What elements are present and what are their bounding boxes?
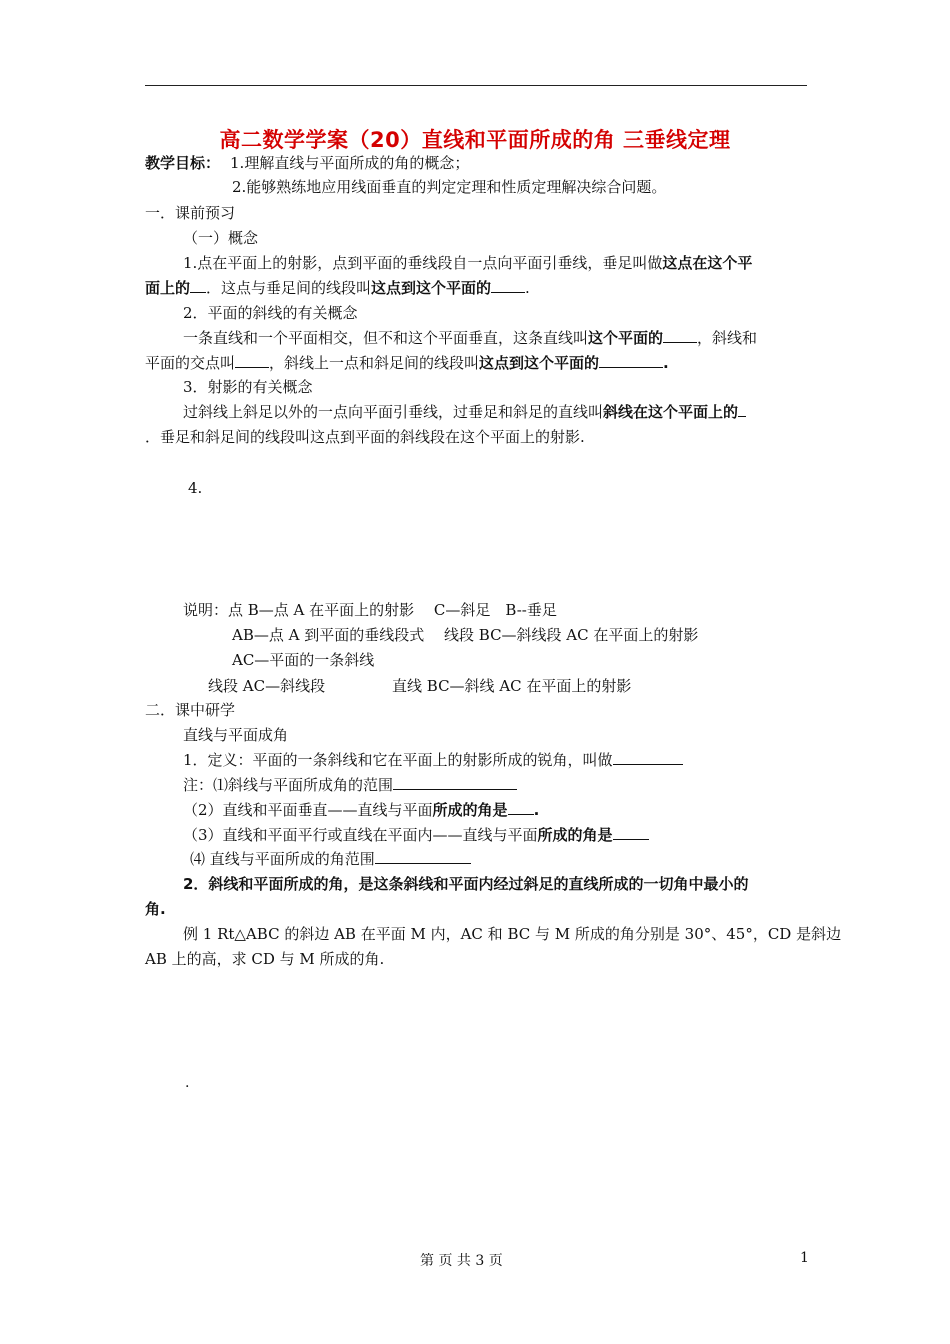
concept-3-line-a <box>183 402 746 422</box>
note-angle-range-line <box>190 849 471 869</box>
theorem-line-b: 角. <box>145 900 166 918</box>
note-line-4a: 线段 AC—斜线段 <box>208 677 326 695</box>
section-2-sub: 直线与平面成角 <box>183 726 289 744</box>
concept-4-number: 4. <box>188 479 203 497</box>
blank <box>663 328 697 343</box>
concept-3-line-b: ．垂足和斜足间的线段叫这点到平面的斜线段在这个平面上的射影. <box>145 428 585 446</box>
stray-dot: . <box>185 1075 190 1091</box>
concept-1-mid: ．这点与垂足间的线段叫 <box>206 279 372 297</box>
note-perp-bold: 所成的角是 <box>432 801 508 819</box>
concept-2-line-a <box>183 328 757 348</box>
concept-2-bold: 这个平面的 <box>588 329 664 347</box>
note-range-text: 注：⑴斜线与平面所成角的范围 <box>183 776 394 794</box>
blank <box>393 775 517 790</box>
concept-2-text-2: 平面的交点叫 <box>145 354 236 372</box>
goals-line-1 <box>145 153 469 173</box>
goal-2: 2.能够熟练地应用线面垂直的判定定理和性质定理解决综合问题。 <box>232 178 667 196</box>
definition-text: 1．定义：平面的一条斜线和它在平面上的射影所成的锐角，叫做 <box>183 751 613 769</box>
blank <box>235 353 269 368</box>
concept-1-line-b <box>145 278 530 298</box>
concept-3-bold: 斜线在这个平面上的 <box>603 403 739 421</box>
footer-page-info: 第 页 共 3 页 <box>420 1253 503 1269</box>
note-perp-text: （2）直线和平面垂直——直线与平面 <box>183 801 433 819</box>
section-1-sub: （一）概念 <box>183 229 259 247</box>
concept-2-mid: ，斜线上一点和斜足间的线段叫 <box>269 354 480 372</box>
blank <box>738 402 746 417</box>
blank <box>613 825 649 840</box>
concept-1-bold: 这点在这个平 <box>662 254 753 272</box>
note-range-line <box>183 775 517 795</box>
concept-1-line-a <box>183 253 752 273</box>
blank <box>508 800 534 815</box>
note-line-2: AB—点 A 到平面的垂线段式 线段 BC—斜线段 AC 在平面上的射影 <box>232 626 699 644</box>
concept-2-line-b <box>145 353 669 373</box>
example-line-2: AB 上的高，求 CD 与 M 所成的角. <box>145 950 385 968</box>
note-line-4b: 直线 BC—斜线 AC 在平面上的射影 <box>392 677 632 695</box>
page-title: 高二数学学案（20）直线和平面所成的角 三垂线定理 <box>219 128 731 152</box>
example-line-1: 例 1 Rt△ABC 的斜边 AB 在平面 M 内，AC 和 BC 与 M 所成的角分别是 30°、45°，CD 是斜边 <box>183 925 842 943</box>
blank <box>599 353 663 368</box>
concept-3-text: 过斜线上斜足以外的一点向平面引垂线，过垂足和斜足的直线叫 <box>183 403 604 421</box>
goals-label: 教学目标： <box>145 154 221 172</box>
note-parallel-bold: 所成的角是 <box>537 826 613 844</box>
note-line-3: AC—平面的一条斜线 <box>232 651 375 669</box>
concept-2-heading: 2．平面的斜线的有关概念 <box>183 304 358 322</box>
note-angle-range-text: ⑷ 直线与平面所成的角范围 <box>190 850 375 868</box>
concept-2-end: ，斜线和 <box>697 329 758 347</box>
section-1-heading: 一．课前预习 <box>145 204 236 222</box>
concept-2-end-2: . <box>663 354 669 372</box>
concept-1-end: . <box>525 279 530 297</box>
concept-1-bold-3: 这点到这个平面的 <box>371 279 492 297</box>
header-rule <box>145 85 807 86</box>
concept-3-heading: 3．射影的有关概念 <box>183 378 313 396</box>
concept-1-text: 1.点在平面上的射影，点到平面的垂线段自一点向平面引垂线，垂足叫做 <box>183 254 663 272</box>
concept-2-bold-2: 这点到这个平面的 <box>479 354 600 372</box>
note-perp-end: . <box>533 801 540 819</box>
concept-2-text: 一条直线和一个平面相交，但不和这个平面垂直，这条直线叫 <box>183 329 589 347</box>
theorem-line-a: 2．斜线和平面所成的角，是这条斜线和平面内经过斜足的直线所成的一切角中最小的 <box>183 875 749 893</box>
definition-line <box>183 750 683 770</box>
note-parallel-text: （3）直线和平面平行或直线在平面内——直线与平面 <box>183 826 538 844</box>
note-perpendicular-line <box>183 800 539 820</box>
blank <box>375 849 471 864</box>
goal-1: 1.理解直线与平面所成的角的概念； <box>230 154 470 172</box>
blank <box>190 278 206 293</box>
note-line-1: 说明：点 B—点 A 在平面上的射影 C—斜足 B--垂足 <box>183 601 557 619</box>
blank <box>491 278 525 293</box>
footer-page-number: 1 <box>800 1250 809 1266</box>
concept-1-bold-2: 面上的 <box>145 279 191 297</box>
blank <box>613 750 683 765</box>
note-parallel-line <box>183 825 649 845</box>
section-2-heading: 二．课中研学 <box>145 701 236 719</box>
